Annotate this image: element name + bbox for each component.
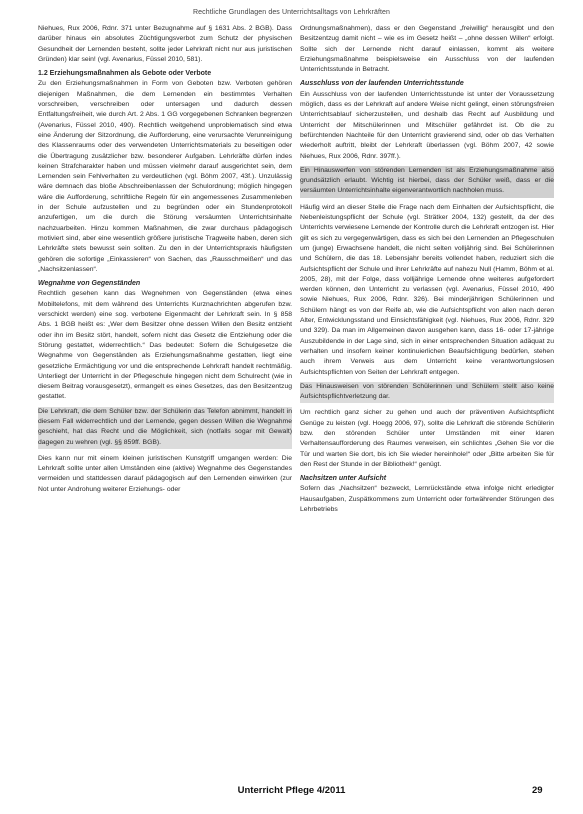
highlight-box-wegnahme bbox=[38, 407, 292, 449]
page-number: 29 bbox=[532, 785, 543, 796]
paragraph-aufsichtspflicht: Häufig wird an dieser Stelle die Frage nach dem Einhalten der Aufsichtspflicht, die Nebenleistungspflicht der Schule (vgl. Strätker 2004, 132) gestellt, da der des Unterrichts verwiesene Lernende der Kontrolle durch die Lehrkraft entzogen ist. Hier gilt es sich zu vergegenwärtigen, dass es sich bei den Lernenden an Pflegeschulen um (junge) Erwachsene handelt, die nicht selten volljährig sind. Bei Schülerinnen und Schülern, die das 18. Lebensjahr bereits vollendet haben, reduziert sich die Aufsichtspflicht der Schule und ihrer Lehrkräfte auf nahezu Null (Hamm, Böhm et al. 2005, 28), mit der Folge, dass volljährige Lernende ohne weiteres aufgefordert werden können, den Unterricht zu verlassen (vgl. Avenarius, Füssel 2010, 490 sowie Niehues, Rux 2006, Rdnr. 326). Bei minderjährigen Schülerinnen und Schülern hängt es von der Reife ab, wie die Aufsichtspflicht von allen nach deren Alter, Entwicklungsstand und Einsichtsfähigkeit (vgl. Niehues, Rux 2006, Rdnr. 329 und 329). Da man im Allgemeinen davon ausgehen kann, dass 16- oder 17-jährige Auszubildende in der Lage sind, sich in einer entsprechenden Situation adäquat zu verhalten und insofern keiner kontinuierlichen Beaufsichtigung bedürfen, stehen auch ihrem Verweis aus dem Unterricht keine verantwortungslosen Aufsichtspflichten von Seiten der Lehrkraft entgegen. bbox=[300, 203, 554, 376]
paragraph-continuation: Ordnungsmaßnahmen), dass er den Gegenstand „freiwillig“ herausgibt und den Besitzentzug damit nicht – wie es im Gesetz heißt – „ohne dessen Willen“ erfolgt. Sollte sich der Lernende nicht darauf einlassen, kommt als weitere Erziehungsmaßnahme beispielsweise ein Ausschluss von der laufenden Unterrichtsstunde in Betracht. bbox=[300, 25, 554, 74]
subheading-nachsitzen: Nachsitzen unter Aufsicht bbox=[300, 475, 387, 483]
paragraph-wegnahme: Rechtlich gesehen kann das Wegnehmen von Gegenständen (etwa eines Mobiltelefons, mit dem während des Unterrichts Kurznachrichten abgerufen bzw. verschickt werden) eine sog. verbotene Eigenmacht der Lehrkraft sein. In § 858 Abs. 1 BGB heißt es: „Wer dem Besitzer ohne dessen Willen den Besitz entzieht oder ihn im Besitz stört, handelt, sofern nicht das Gesetz die Entziehung oder die Störung gestattet, widerrechtlich.“ Das bedeutet: Sofern die Schulgesetze die Wegnahme von Gegenständen als Erziehungsmaßnahme gestatten, liegt eine gesetzliche Ermächtigung vor und die entsprechende Lehrkraft handelt rechtmäßig. Unterliegt der Unterricht in der Pflegeschule hingegen nicht dem Schulrecht (wie in diesem Beitrag vorausgesetzt), ermangelt es eines Gesetzes, das den Besitzentzug gestattet. bbox=[38, 290, 292, 401]
highlight-text-hinauswerfen: Ein Hinauswerfen von störenden Lernenden ist als Erziehungsmaßnahme also grundsätzlich erlaubt. Wichtig ist hierbei, dass der Schüler weiß, dass er die versäumten Unterrichtsinhalte eigenverantwortlich nachholen muss. bbox=[300, 166, 554, 195]
highlight-text-hinausweisen: Das Hinausweisen von störenden Schülerinnen und Schülern stellt also keine Aufsichtspflichtverletzung dar. bbox=[300, 382, 554, 401]
section-heading-erziehungsmassnahmen: 1.2 Erziehungsmaßnahmen als Gebote oder Verbote bbox=[38, 70, 212, 78]
journal-footer: Unterricht Pflege 4/2011 bbox=[237, 785, 346, 796]
right-column bbox=[300, 24, 554, 776]
subheading-ausschluss: Ausschluss von der laufenden Unterrichtsstunde bbox=[300, 80, 464, 88]
paragraph-nachsitzen: Sofern das „Nachsitzen“ bezweckt, Lernrückstände etwa infolge nicht erledigter Hausaufgaben, Zuspätkommens zum Unterricht oder fortwährender Störungen des Lehrbetriebs bbox=[300, 485, 554, 514]
paragraph-gebote-verbote: Zu den Erziehungsmaßnahmen in Form von Geboten bzw. Verboten gehören diejenigen Maßnahmen, die dem Lernenden ein bestimmtes Verhalten vorschreiben, verschreiben oder untersagen und dadurch dessen Entfaltungsfreiheit, wie durch Art. 2 Abs. 1 GG vorgegebenen Schranken begrenzen (Avenarius, Füssel 2010, 490). Rechtlich weitgehend unproblematisch sind etwa eine Änderung der Sitzordnung, die Aufforderung, eine verursachte Verunreinigung des Klassenraums oder des verwendeten Unterrichtsmaterials zu beseitigen oder die Übertragung zusätzlicher bzw. besonderer Aufgaben. Lehrkräfte dürfen indes keinen Strafcharakter haben und müssen vielmehr darauf ausgerichtet sein, dem Lernenden sein Fehlverhalten zu verdeutlichen (vgl. Böhm 2007, 43f.). Unzulässig wäre demnach das bloße Abschreibenlassen der Schulordnung; möglich hingegen wäre die Aufforderung, schriftliche Regeln für ein angemessenes Zusammenleben in der Schule aufzustellen und zu begründen oder ein Stundenprotokoll anzufertigen, um die durch die Störung versäumten Unterrichtsinhalte nachzuarbeiten. Hinzu kommen Maßnahmen, die zwar durchaus pädagogisch motiviert sind, aber eine wesentlich größere juristische Tragweite haben, deren sich Lehrkräfte stets bewusst sein sollten. Zu den in der Unterrichtspraxis häufigsten gehören die sofortige „Einkassieren“ von Sachen, das „Rausschmeißen“ und das „Nachsitzenlassen“. bbox=[38, 80, 292, 273]
highlight-text-wegnahme: Die Lehrkraft, die dem Schüler bzw. der Schülerin das Telefon abnimmt, handelt in diesem Fall widerrechtlich und der Lernende, gegen dessen Willen die Wegnahme geschieht, hat das Recht und die Möglichkeit, sich (notfalls sogar mit Gewalt) dagegen zu wehren (vgl. §§ 859ff. BGB). bbox=[38, 407, 292, 446]
subheading-wegnahme: Wegnahme von Gegenständen bbox=[38, 280, 141, 288]
paragraph-kunstgriff: Dies kann nur mit einem kleinen juristischen Kunstgriff umgangen werden: Die Lehrkraft sollte unter allen Umständen eine (aktive) Wegnahme des Gegenstandes vermeiden und stattdessen darauf pädagogisch auf den Lernenden einwirken (zur Not unter Androhung weiterer Erziehungs- oder bbox=[38, 454, 292, 493]
paragraph-praevention: Um rechtlich ganz sicher zu gehen und auch der präventiven Aufsichtspflicht Genüge zu leisten (vgl. Hoegg 2006, 97), sollte die Lehrkraft die störende Schülerin bzw. den störenden Schüler unter Umständen mit einer klaren Verhaltensaufforderung des Raumes verweisen, ein schlichtes „Gehen Sie vor die Tür und warten Sie dort, bis ich Sie wieder hereinhole!“ oder „Bitte arbeiten Sie für den Rest der Stunde in der Bibliothek!“ genügt. bbox=[300, 409, 554, 468]
left-column bbox=[38, 24, 292, 776]
paragraph-intro: Niehues, Rux 2006, Rdnr. 371 unter Bezugnahme auf § 1631 Abs. 2 BGB). Dass darüber hinaus ein absolutes Züchtigungsverbot zum Schutz der physischen Gesundheit der Lernenden besteht, sollte jeder Lehrkraft nicht nur aus juristischen Gründen) klar sein! (vgl. Avenarius, Füssel 2010, 581). bbox=[38, 25, 292, 63]
paragraph-ausschluss: Ein Ausschluss von der laufenden Unterrichtsstunde ist unter der Voraussetzung möglich, dass es der Lehrkraft auf andere Weise nicht gelingt, einen störungsfreien Unterrichtsablauf sicherzustellen, und deshalb das Recht auf Ausbildung und Unterricht der Mitschülerinnen und Mitschüler gefährdet ist. Ob die zu befürchtenden Nachteile für den Unterricht gravierend sind, oder ob das Verhalten wiederholt auftritt, bleibt der Lehrkraft überlassen (vgl. Böhm 2007, 42 sowie Niehues, Rux 2006, Rdnr. 397ff.). bbox=[300, 90, 554, 160]
running-header: Rechtliche Grundlagen des Unterrichtsalltags von Lehrkräften bbox=[192, 9, 391, 16]
highlight-box-hinauswerfen bbox=[300, 166, 554, 198]
highlight-box-hinausweisen bbox=[300, 382, 554, 404]
